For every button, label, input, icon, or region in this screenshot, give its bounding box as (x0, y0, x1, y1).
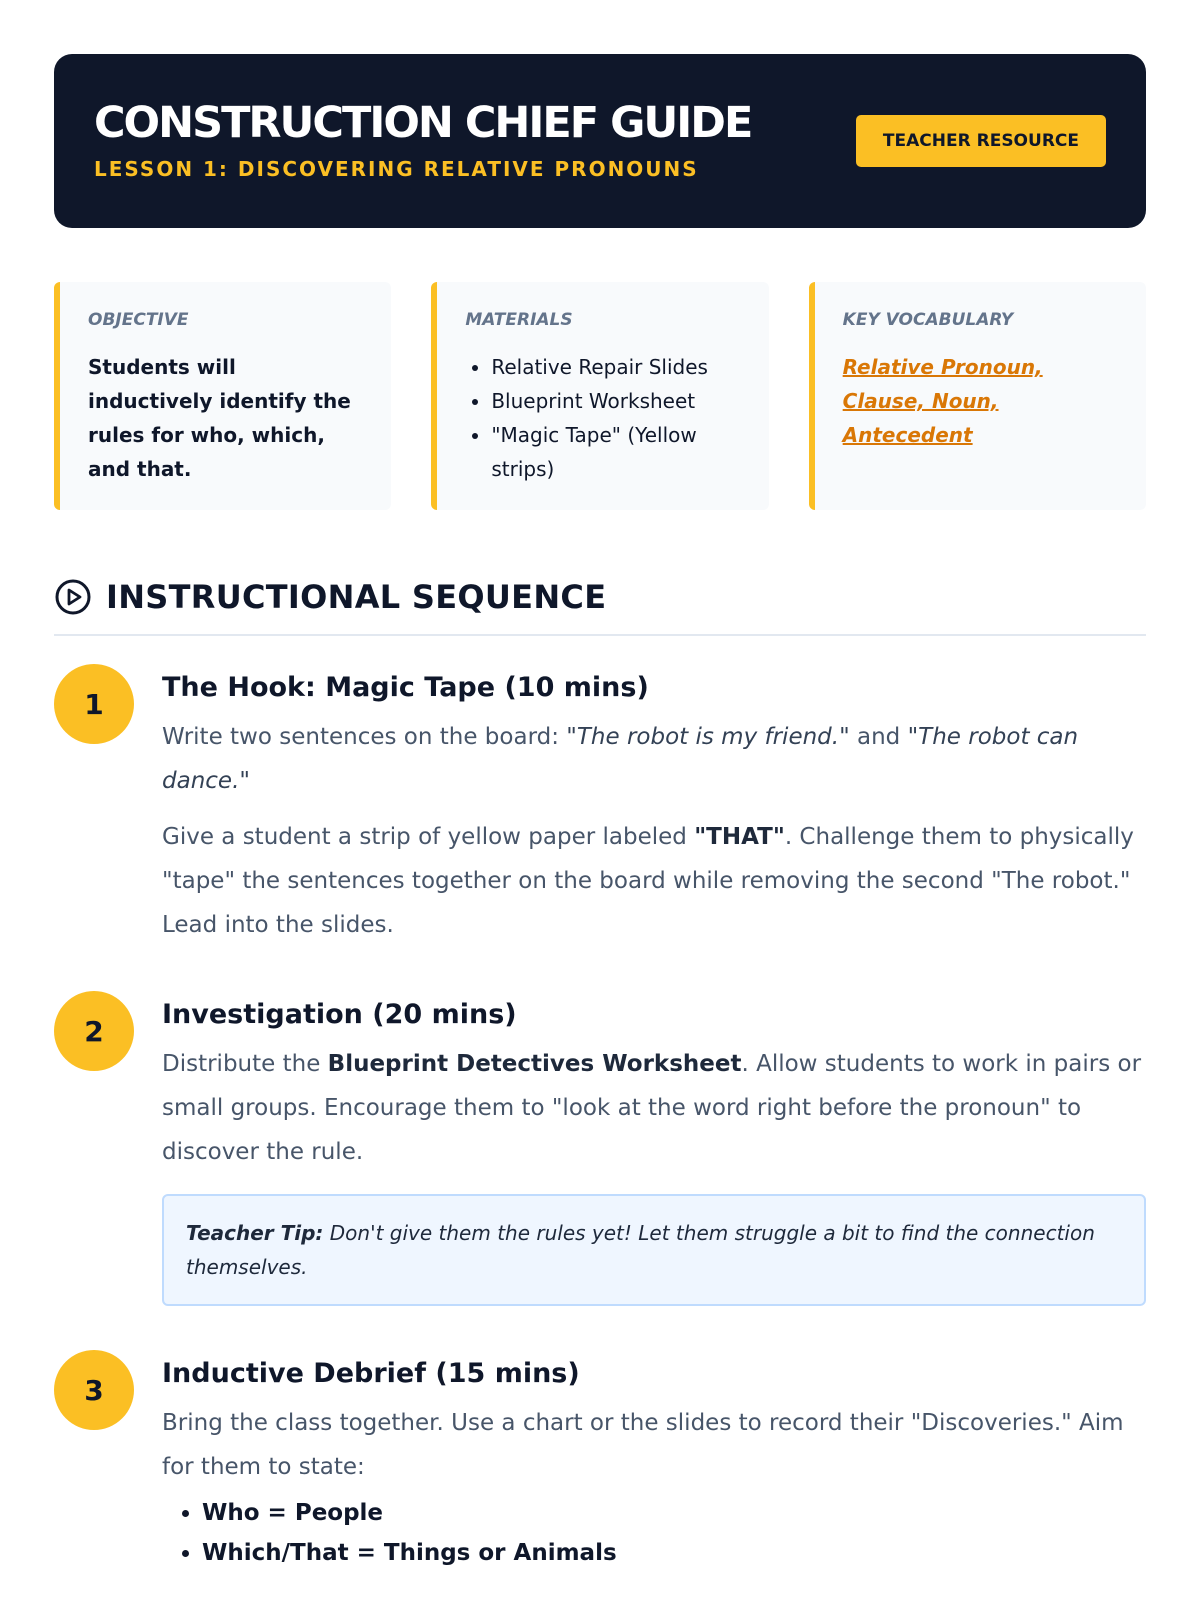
materials-card (431, 282, 768, 510)
materials-list (465, 350, 740, 486)
materials-item: • "Magic Tape" (Yellow strips) (491, 418, 740, 486)
step-number-badge: 3 (54, 1350, 134, 1430)
step-paragraph: Bring the class together. Use a chart or the slides to record their "Discoveries." Aim for them to state: (162, 1410, 1124, 1480)
step-emphasis: "THAT" (694, 824, 785, 850)
play-circle-icon (54, 578, 92, 616)
vocabulary-link[interactable]: Relative Pronoun, Clause, Noun, Antecedent (842, 355, 1043, 447)
step-text: Distribute the (162, 1051, 328, 1077)
step-paragraph (162, 715, 1146, 803)
rule-list (162, 1493, 1146, 1573)
rule-item: • Which/That = Things or Animals (202, 1533, 1146, 1573)
step-text: . Challenge them to physically "tape" the sentences together on the board while removing the second "The robot." Lead into the slides. (162, 824, 1134, 938)
step-2 (54, 991, 1146, 1306)
step-3 (54, 1350, 1146, 1573)
objective-card (54, 282, 391, 510)
step-paragraph (162, 815, 1146, 947)
step-text: and (849, 724, 908, 750)
step-quote: "The robot can dance." (162, 724, 1079, 794)
objective-text: Students will inductively identify the rules for who, which, and that. (88, 355, 351, 481)
materials-label: MATERIALS (465, 310, 573, 330)
section-title: INSTRUCTIONAL SEQUENCE (106, 578, 607, 616)
step-emphasis: Blueprint Detectives Worksheet (327, 1051, 742, 1077)
lesson-subtitle: LESSON 1: DISCOVERING RELATIVE PRONOUNS (94, 156, 699, 181)
rule-item: • Who = People (202, 1493, 1146, 1533)
step-paragraph (162, 1042, 1146, 1174)
step-1 (54, 664, 1146, 947)
step-title: The Hook: Magic Tape (10 mins) (162, 672, 649, 703)
step-number-badge: 1 (54, 664, 134, 744)
step-title: Investigation (20 mins) (162, 999, 517, 1030)
tip-label: Teacher Tip: (186, 1221, 324, 1245)
tip-text: Don't give them the rules yet! Let them struggle a bit to find the connection themselves. (186, 1221, 1095, 1279)
header-banner (54, 54, 1146, 228)
section-heading (54, 578, 1146, 636)
objective-label: OBJECTIVE (88, 310, 189, 330)
page-title: CONSTRUCTION CHIEF GUIDE (94, 97, 752, 148)
header-text (94, 97, 752, 181)
step-text: . Allow students to work in pairs or small groups. Encourage them to "look at the word right before the pronoun" to discover the rule. (162, 1051, 1142, 1165)
info-cards (54, 282, 1146, 510)
vocabulary-card (809, 282, 1146, 510)
teacher-resource-badge: TEACHER RESOURCE (856, 115, 1106, 167)
materials-item: • Blueprint Worksheet (491, 384, 740, 418)
step-text: Give a student a strip of yellow paper labeled (162, 824, 695, 850)
teacher-tip-callout (162, 1194, 1146, 1306)
step-quote: "The robot is my friend." (566, 724, 850, 750)
materials-item: • Relative Repair Slides (491, 350, 740, 384)
vocabulary-label: KEY VOCABULARY (842, 310, 1014, 330)
step-number-badge: 2 (54, 991, 134, 1071)
step-text: Write two sentences on the board: (162, 724, 567, 750)
step-title: Inductive Debrief (15 mins) (162, 1358, 580, 1389)
